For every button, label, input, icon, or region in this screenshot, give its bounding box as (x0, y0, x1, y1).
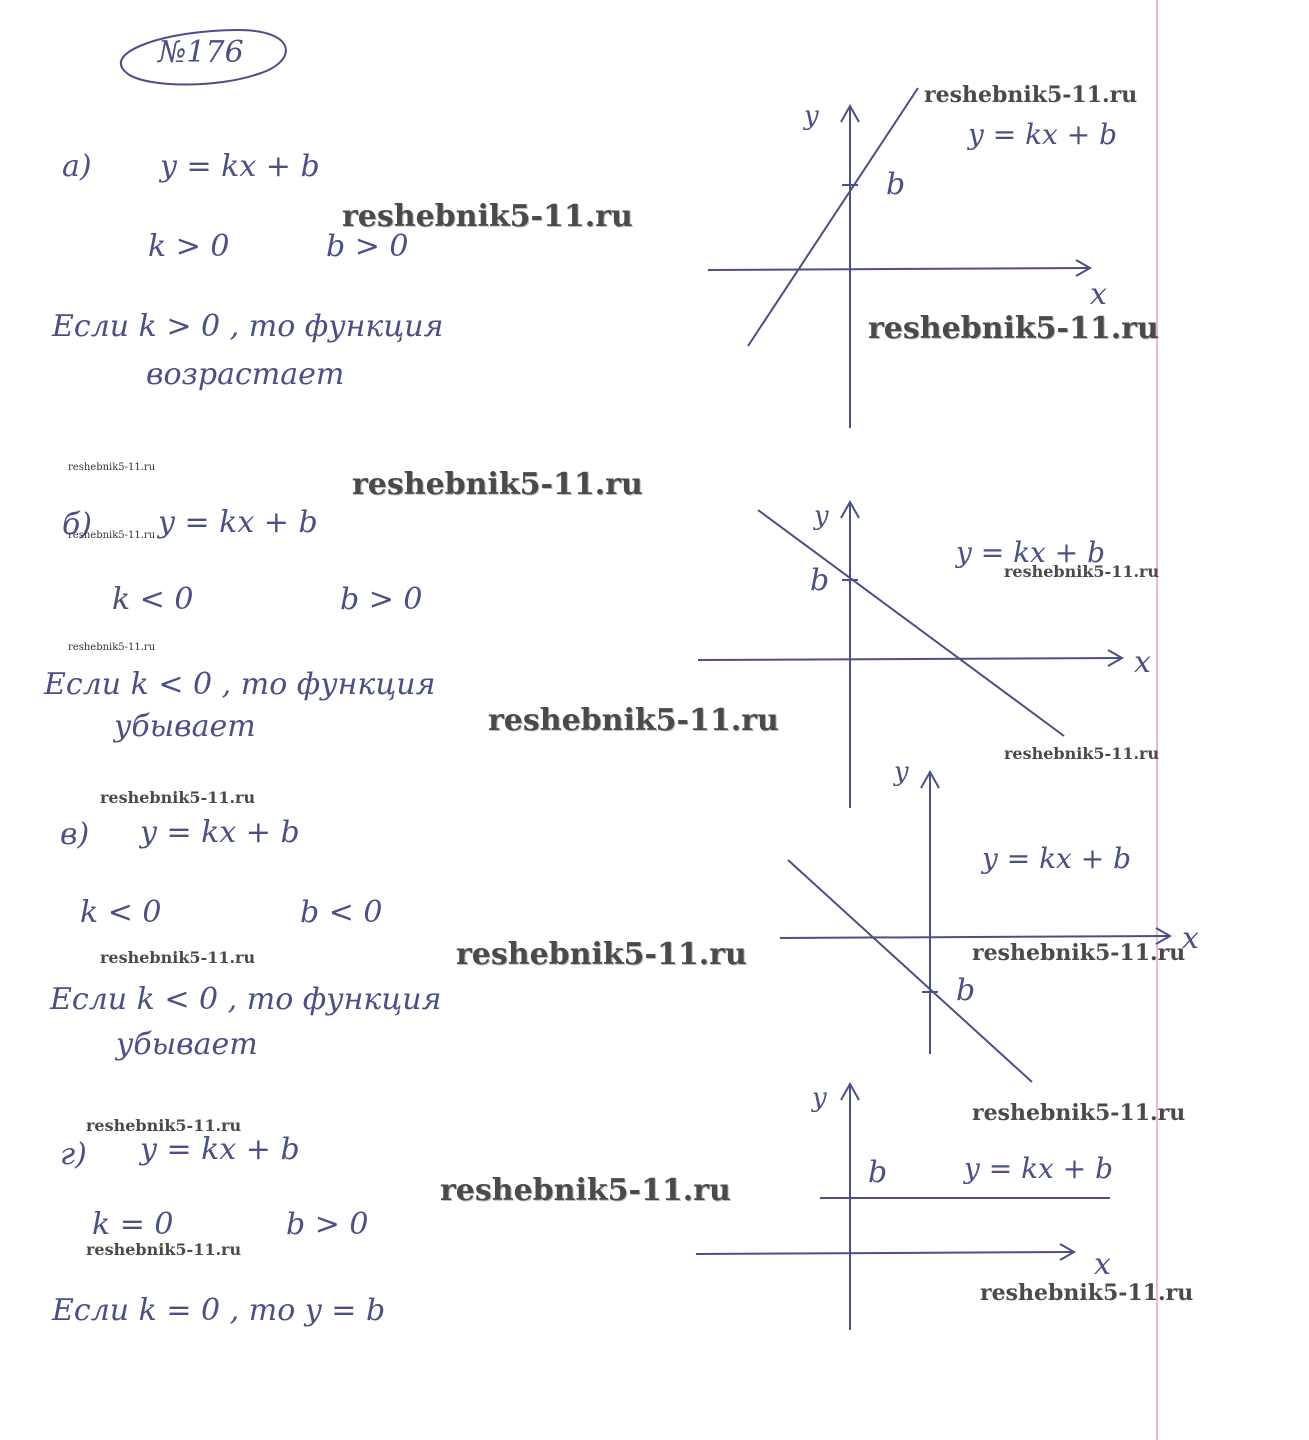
watermark: reshebnik5-11.ru (980, 1280, 1194, 1306)
part-a-cond-b: b > 0 (326, 229, 409, 264)
watermark: reshebnik5-11.ru (440, 1173, 731, 1208)
part-a-graph-xlabel: x (1090, 277, 1107, 312)
watermark: reshebnik5-11.ru (868, 311, 1159, 346)
part-d-graph-formula: y = kx + b (964, 1152, 1114, 1185)
watermark: reshebnik5-11.ru (488, 703, 779, 738)
watermark: reshebnik5-11.ru (68, 530, 156, 541)
part-d-graph-xlabel: x (1094, 1247, 1111, 1282)
part-d-graph-ylabel: y (812, 1083, 827, 1113)
part-c-graph-ylabel: y (894, 757, 909, 787)
watermark: reshebnik5-11.ru (86, 1240, 242, 1259)
watermark: reshebnik5-11.ru (972, 1100, 1186, 1126)
part-b-cond-b: b > 0 (340, 582, 423, 617)
part-b-equation: y = kx + b (158, 505, 318, 540)
part-d-conclusion-1: Если k = 0 , то y = b (52, 1293, 386, 1328)
part-c-graph (770, 757, 1210, 1090)
part-a-label: а) (62, 149, 92, 184)
watermark: reshebnik5-11.ru (100, 948, 256, 967)
part-d-label: г) (60, 1137, 87, 1172)
part-b-graph-blabel: b (810, 563, 830, 598)
part-c-graph-blabel: b (956, 973, 976, 1008)
part-a-conclusion-2: возрастает (146, 357, 345, 392)
part-c-graph-formula: y = kx + b (982, 842, 1132, 875)
watermark: reshebnik5-11.ru (68, 642, 156, 653)
part-c-equation: y = kx + b (140, 815, 300, 850)
part-c-conclusion-2: убывает (116, 1027, 258, 1062)
part-d-graph-blabel: b (868, 1155, 888, 1190)
part-a-graph (700, 80, 1140, 440)
watermark: reshebnik5-11.ru (342, 199, 633, 234)
watermark: reshebnik5-11.ru (352, 467, 643, 502)
part-b-label: б) (62, 507, 93, 542)
part-a-cond-k: k > 0 (148, 229, 230, 264)
watermark: reshebnik5-11.ru (100, 788, 256, 807)
part-c-cond-k: k < 0 (80, 895, 162, 930)
watermark: reshebnik5-11.ru (924, 82, 1138, 108)
watermark: reshebnik5-11.ru (1004, 744, 1160, 763)
part-c-label: в) (60, 817, 90, 852)
part-b-graph-xlabel: x (1134, 645, 1151, 680)
watermark: reshebnik5-11.ru (1004, 562, 1160, 581)
part-b-graph-formula: y = kx + b (956, 536, 1106, 569)
watermark: reshebnik5-11.ru (456, 937, 747, 972)
part-a-graph-formula: y = kx + b (968, 118, 1118, 151)
watermark: reshebnik5-11.ru (86, 1116, 242, 1135)
part-b-conclusion-1: Если k < 0 , то функция (44, 667, 436, 702)
part-a-conclusion-1: Если k > 0 , то функция (52, 309, 444, 344)
watermark: reshebnik5-11.ru (972, 940, 1186, 966)
part-d-cond-k: k = 0 (92, 1207, 174, 1242)
part-a-graph-blabel: b (886, 167, 906, 202)
watermark: reshebnik5-11.ru (68, 462, 156, 473)
part-b-cond-k: k < 0 (112, 582, 194, 617)
part-c-cond-b: b < 0 (300, 895, 383, 930)
part-c-graph-xlabel: x (1182, 921, 1199, 956)
problem-number: №176 (158, 35, 244, 70)
part-d-cond-b: b > 0 (286, 1207, 369, 1242)
part-b-graph-ylabel: y (814, 501, 829, 531)
part-a-equation: y = kx + b (160, 149, 320, 184)
part-a-graph-ylabel: y (804, 101, 819, 131)
part-b-conclusion-2: убывает (114, 709, 256, 744)
part-c-conclusion-1: Если k < 0 , то функция (50, 982, 442, 1017)
part-d-equation: y = kx + b (140, 1132, 300, 1167)
